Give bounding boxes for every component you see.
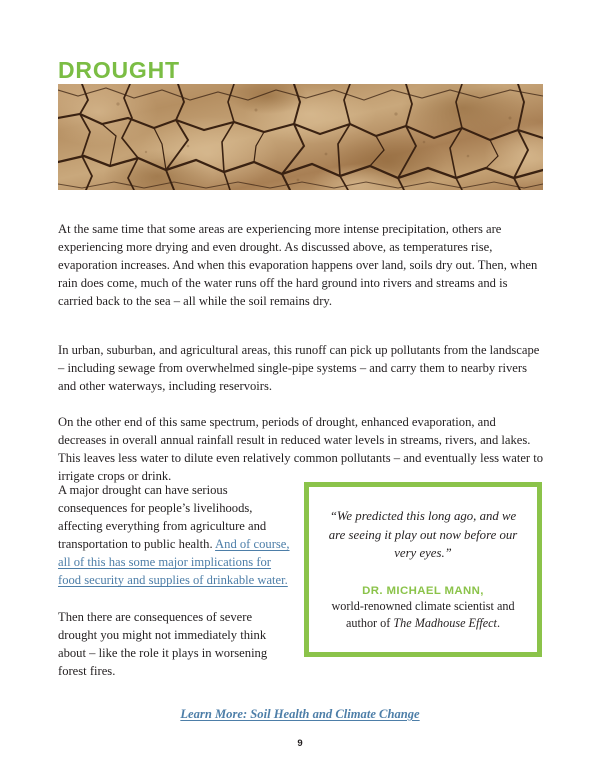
attribution-name: DR. MICHAEL MANN, <box>362 584 484 597</box>
attribution-description-after: . <box>496 615 500 630</box>
pull-quote-attribution <box>325 585 521 632</box>
food-security-link[interactable]: And of course, all of this has some major implications for food security and supplies of drinkable water. <box>58 537 290 588</box>
cracked-dry-earth-photo <box>58 84 543 190</box>
body-paragraph-4 <box>58 481 293 590</box>
pull-quote-text: “We predicted this long ago, and we are seeing it play out now before our very eyes.” <box>328 509 518 560</box>
paragraph-4-lead-text: A major drought can have serious consequences for people’s livelihoods, affecting everything from agriculture and transportation to public health. <box>58 483 267 552</box>
page-title: DROUGHT <box>58 57 180 84</box>
attribution-description <box>325 598 521 632</box>
body-paragraph-2: In urban, suburban, and agricultural areas, this runoff can pick up pollutants from the landscape – including sewage from overwhelmed single-pipe systems – and carry them to nearby rivers and other waterways, including reservoirs. <box>58 342 540 393</box>
body-paragraph-1: At the same time that some areas are experiencing more intense precipitation, others are experiencing more drying and even drought. As discussed above, as temperatures rise, evaporation increases. And when this evaporation happens over land, soils dry out. Then, when rain does come, much of the water runs off the hard ground into rivers and streams and is carried back to the sea – all while the soil remains dry. <box>58 221 538 308</box>
body-paragraph-5: Then there are consequences of severe drought you might not immediately think about – like the role it plays in worsening forest fires. <box>58 609 268 678</box>
left-text-column <box>58 481 293 680</box>
attribution-description-before: world-renowned climate scientist and author of <box>331 598 515 630</box>
page-number: 9 <box>297 738 303 749</box>
pull-quote-box <box>304 482 542 657</box>
footer-link-container <box>0 705 600 723</box>
body-paragraph-3: On the other end of this same spectrum, periods of drought, enhanced evaporation, and decreases in overall annual rainfall result in reduced water levels in streams, rivers, and lakes. This leaves less water to dilute even relatively common pollutants – and eventually less water to irrigate crops or drink. <box>58 414 544 483</box>
learn-more-link[interactable]: Learn More: Soil Health and Climate Change <box>180 707 420 721</box>
attribution-book-title: The Madhouse Effect <box>393 615 497 630</box>
